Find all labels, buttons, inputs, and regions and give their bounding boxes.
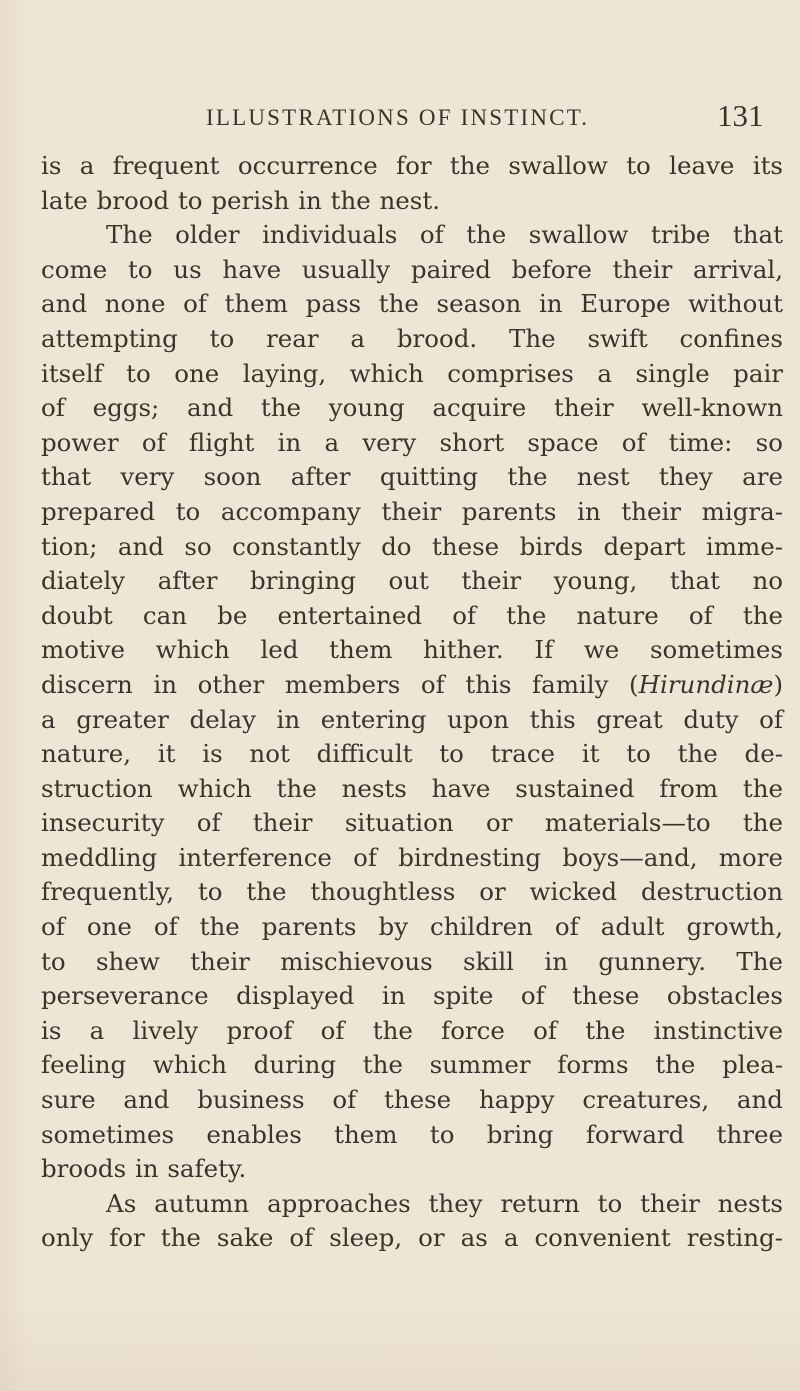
page-number: 131 xyxy=(717,98,764,133)
text-line: is a lively proof of the force of the instinctive xyxy=(41,1015,783,1045)
text-line: The older individuals of the swallow tribe that xyxy=(106,220,783,250)
body-text xyxy=(41,149,783,1256)
latin-family-name: Hirundinæ xyxy=(638,669,774,699)
text-line: meddling interference of birdnesting boys—and, more xyxy=(41,842,783,872)
text-line: nature, it is not difficult to trace it to the de- xyxy=(41,739,783,769)
text-line: only for the sake of sleep, or as a convenient resting- xyxy=(41,1223,783,1253)
text-line: prepared to accompany their parents in their migra- xyxy=(41,496,783,526)
text-line: of one of the parents by children of adult growth, xyxy=(41,912,783,942)
text-line: perseverance displayed in spite of these obstacles xyxy=(41,981,783,1011)
text-line: frequently, to the thoughtless or wicked destruction xyxy=(41,877,783,907)
text-line: struction which the nests have sustained from the xyxy=(41,773,783,803)
text-line: late brood to perish in the nest. xyxy=(41,185,440,215)
text-line: that very soon after quitting the nest they are xyxy=(41,462,783,492)
text-line: doubt can be entertained of the nature of the xyxy=(41,600,783,630)
text-line: insecurity of their situation or materials—to the xyxy=(41,808,783,838)
text-line: come to us have usually paired before their arrival, xyxy=(41,254,783,284)
text-line: sometimes enables them to bring forward three xyxy=(41,1119,783,1149)
text-line: motive which led them hither. If we sometimes xyxy=(41,635,783,665)
text-line: feeling which during the summer forms the plea- xyxy=(41,1050,783,1080)
text-line: discern in other members of this family (Hirundinæ) xyxy=(41,669,783,699)
text-line: a greater delay in entering upon this great duty of xyxy=(41,704,783,734)
text-line: to shew their mischievous skill in gunnery. The xyxy=(41,946,783,976)
text-line: power of flight in a very short space of time: so xyxy=(41,427,783,457)
text-line: sure and business of these happy creatures, and xyxy=(41,1085,783,1115)
text-line: tion; and so constantly do these birds depart imme- xyxy=(41,531,783,561)
text-line: broods in safety. xyxy=(41,1154,247,1184)
running-head: ILLUSTRATIONS OF INSTINCT. xyxy=(206,105,590,130)
text-line: and none of them pass the season in Europe without xyxy=(41,289,783,319)
text-line: As autumn approaches they return to their nests xyxy=(106,1188,783,1218)
text-line: attempting to rear a brood. The swift confines xyxy=(41,323,783,353)
text-line: itself to one laying, which comprises a single pair xyxy=(41,358,783,388)
text-line: is a frequent occurrence for the swallow to leave its xyxy=(41,151,783,180)
text-line: diately after bringing out their young, that no xyxy=(41,566,783,596)
text-line: of eggs; and the young acquire their well-known xyxy=(41,393,783,423)
